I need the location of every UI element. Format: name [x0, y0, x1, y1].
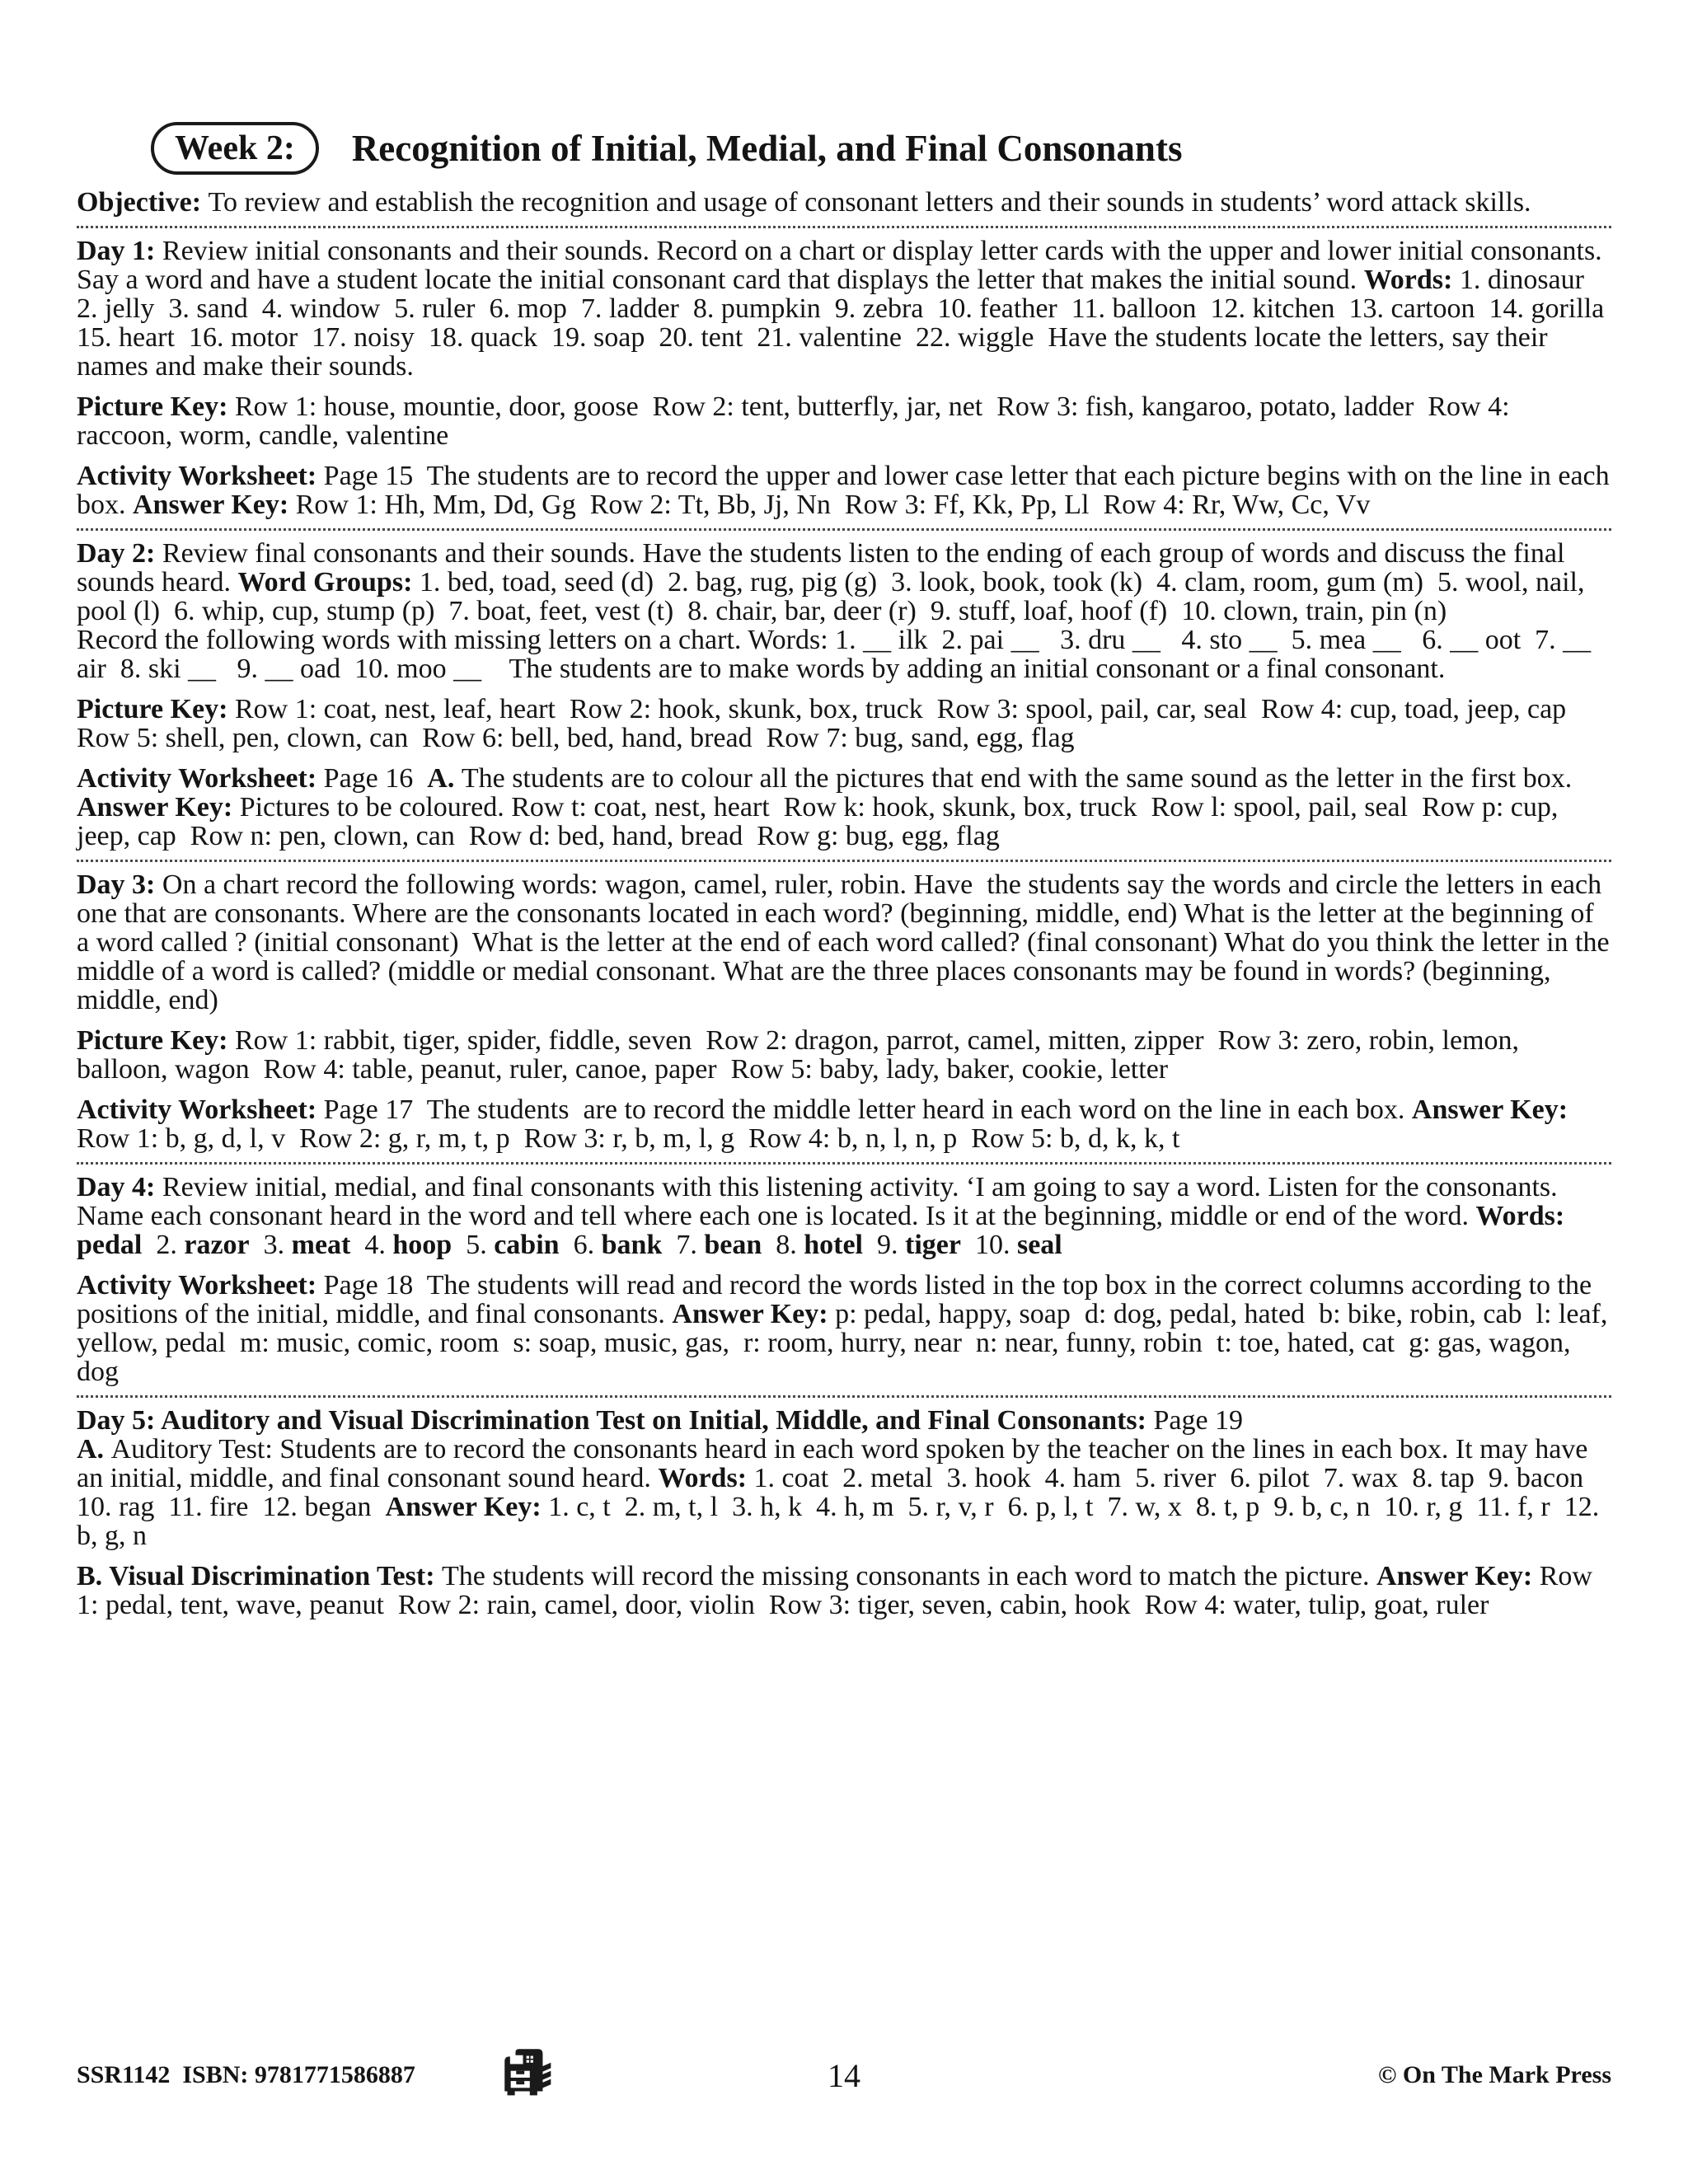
bold-label: Day 2: [77, 538, 162, 569]
bold-label: Picture Key: [77, 1025, 235, 1057]
text-run: Row 1: coat, nest, leaf, heart Row 2: hook, skunk, box, truck Row 3: spool, pail, car, seal Row 4: cup, toad, jeep, cap Row 5: shell, pen, clown, can Row 6: bell, bed, hand, bread Row 7: bug, sand, egg, flag [77, 694, 1573, 754]
activity-worksheet-day-3 [77, 1095, 1611, 1153]
objective [77, 188, 1611, 217]
bold-label: Answer Key: [1411, 1094, 1575, 1126]
bold-label: razor [184, 1230, 250, 1261]
bold-label: A. [427, 763, 462, 794]
bold-label: bank [601, 1230, 663, 1261]
bold-label: Answer Key: [672, 1299, 836, 1330]
bold-label: Objective: [77, 187, 209, 218]
page-title: Recognition of Initial, Medial, and Final Consonants [351, 128, 1183, 170]
bold-label: hotel [804, 1230, 864, 1261]
picture-key-day-3 [77, 1026, 1611, 1084]
text-run: 9. [863, 1230, 906, 1261]
page-footer [77, 2034, 1611, 2116]
bold-label: Answer Key: [77, 792, 240, 823]
text-run: Review initial, medial, and final consonants with this listening activity. ‘I am going to say a word. Listen for the consonants. Name each consonant heard in the word and tell where each one is located. Is it at the beginning, middle or end of the word. [77, 1172, 1565, 1232]
text-run: 1. coat 2. metal 3. hook 4. ham 5. river 6. pilot 7. wax 8. tap 9. bacon 10. rag 11. fire 12. began [77, 1463, 1598, 1523]
text-run: Record the following words with missing letters on a chart. Words: 1. __ ilk 2. pai __ 3. dru __ 4. sto __ 5. mea __ 6. __ oot 7. __ air 8. ski __ 9. __ oad 10. moo __ The students are to make words by adding an initial consonant or a final consonant. [77, 625, 1598, 685]
page-content [77, 122, 1619, 1631]
text-run: 4. [350, 1230, 393, 1261]
isbn-text: SSR1142 ISBN: 9781771586887 [77, 2061, 415, 2088]
text-run: 3. [249, 1230, 292, 1261]
text-run: Page 16 [323, 763, 428, 794]
text-run: p: pedal, happy, soap d: dog, pedal, hated b: bike, robin, cab l: leaf, yellow, pedal m: music, comic, room s: soap, music, gas, r: room, hurry, near n: near, funny, robin t: toe, hated, cat g: gas, wagon, dog [77, 1299, 1615, 1388]
bold-label: Day 3: [77, 869, 162, 901]
bold-label: Words: [1363, 265, 1460, 296]
text-run: Page 18 The students will read and record the words listed in the top box in the correct columns according to the positions of the initial, middle, and final consonants. [77, 1270, 1599, 1330]
bold-label: Day 5: Auditory and Visual Discrimination Test on Initial, Middle, and Final Consonants: [77, 1405, 1154, 1436]
text-run: 7. [662, 1230, 705, 1261]
bold-label: hoop [392, 1230, 452, 1261]
picture-key-day-1 [77, 392, 1611, 450]
bold-label: bean [704, 1230, 762, 1261]
bold-label: Picture Key: [77, 391, 235, 423]
text-run: Row 1: rabbit, tiger, spider, fiddle, seven Row 2: dragon, parrot, camel, mitten, zipper Row 3: zero, robin, lemon, balloon, wagon Row 4: table, peanut, ruler, canoe, paper Row 5: baby, lady, baker, cookie, letter [77, 1025, 1526, 1085]
page-number: 14 [828, 2056, 860, 2094]
bold-label: B. Visual Discrimination Test: [77, 1561, 443, 1592]
text-run: Page 15 The students are to record the upper and lower case letter that each picture begins with on the line in each box. [77, 461, 1617, 521]
text-run: 5. [452, 1230, 495, 1261]
activity-worksheet-day-4 [77, 1270, 1615, 1388]
text-run: 10. [960, 1230, 1017, 1261]
text-run: The students are to colour all the pictures that end with the same sound as the letter in the first box. [461, 763, 1579, 794]
activity-worksheet-day-2 [77, 764, 1611, 851]
text-run: Row 1: pedal, tent, wave, peanut Row 2: rain, camel, door, violin Row 3: tiger, seven, cabin, hook Row 4: water, tulip, goat, ruler [77, 1561, 1600, 1621]
day-3 [77, 869, 1617, 1016]
text-run: Page 19 [1153, 1405, 1244, 1436]
photocopier-icon [498, 2043, 552, 2108]
bold-label: cabin [494, 1230, 560, 1261]
text-run: 8. [762, 1230, 804, 1261]
text-run: Review final consonants and their sounds. Have the students listen to the ending of each group of words and discuss the final sounds heard. [77, 538, 1572, 598]
text-run: On a chart record the following words: wagon, camel, ruler, robin. Have the students say the words and circle the letters in each one that are consonants. Where are the consonants located in each word? (beginning, middle, end) What is the letter at the beginning of a word called ? (initial consonant) What is the letter at the end of each word called? (final consonant) What do you think the letter in the middle of a word is called? (middle or medial consonant. What are the three places consonants may be found in words? (beginning, middle, end) [77, 869, 1617, 1016]
bold-label: Words: pedal [77, 1201, 1572, 1261]
section-separator [77, 1395, 1611, 1398]
bold-label: A. [77, 1434, 111, 1465]
text-run: The students will record the missing consonants in each word to match the picture. [442, 1561, 1377, 1592]
bold-label: Activity Worksheet: [77, 1270, 324, 1301]
bold-label: meat [291, 1230, 351, 1261]
text-run: 2. [142, 1230, 185, 1261]
bold-label: Activity Worksheet: [77, 763, 324, 794]
page-header [151, 122, 1611, 175]
bold-label: Day 1: [77, 236, 162, 267]
visual-discrimination-test [77, 1562, 1611, 1619]
bold-label: seal [1016, 1230, 1062, 1261]
text-run: 1. dinosaur 2. jelly 3. sand 4. window 5. ruler 6. mop 7. ladder 8. pumpkin 9. zebra 10. feather 11. balloon 12. kitchen 13. cartoon 14. gorilla 15. heart 16. motor 17. noisy 18. quack 19. soap 20. tent 21. valentine 22. wiggle Have the students locate the letters, say their names and make their sounds. [77, 265, 1619, 382]
day-5 [77, 1406, 1611, 1550]
day-2 [77, 539, 1611, 683]
picture-key-day-2 [77, 695, 1611, 752]
bold-label: Picture Key: [77, 694, 235, 725]
text-run: Row 1: b, g, d, l, v Row 2: g, r, m, t, p Row 3: r, b, m, l, g Row 4: b, n, l, n, p Row 5: b, d, k, k, t [77, 1123, 1180, 1155]
text-run: 1. c, t 2. m, t, l 3. h, k 4. h, m 5. r, v, r 6. p, l, t 7. w, x 8. t, p 9. b, c, n 10. r, g 11. f, r 12. b, g, n [77, 1492, 1606, 1552]
text-run: Page 17 The students are to record the middle letter heard in each word on the line in each box. [323, 1094, 1412, 1126]
bold-label: tiger [905, 1230, 961, 1261]
lesson-content [77, 187, 1619, 1621]
week-badge: Week 2: [151, 122, 319, 175]
text-run: To review and establish the recognition and usage of consonant letters and their sounds in students’ word attack skills. [208, 187, 1531, 218]
text-run: 6. [559, 1230, 602, 1261]
section-separator [77, 528, 1611, 531]
bold-label: Word Groups: [237, 567, 420, 598]
text-run: Row 1: Hh, Mm, Dd, Gg Row 2: Tt, Bb, Jj, Nn Row 3: Ff, Kk, Pp, Ll Row 4: Rr, Ww, Cc, Vv [295, 490, 1371, 521]
day-4 [77, 1173, 1611, 1259]
activity-worksheet-day-1 [77, 461, 1617, 521]
bold-label: Answer Key: [1376, 1561, 1540, 1592]
text-run: Review initial consonants and their sounds. Record on a chart or display letter cards with the upper and lower initial consonants. Say a word and have a student locate the initial consonant card that displays the letter that makes the initial sound. [77, 236, 1610, 296]
section-separator [77, 226, 1611, 228]
text-run: Pictures to be coloured. Row t: coat, nest, heart Row k: hook, skunk, box, truck Row l: spool, pail, seal Row p: cup, jeep, cap Row n: pen, clown, can Row d: bed, hand, bread Row g: bug, egg, flag [77, 792, 1565, 852]
bold-label: Activity Worksheet: [77, 461, 324, 492]
copyright-text: © On The Mark Press [1378, 2061, 1611, 2088]
bold-label: Words: [658, 1463, 754, 1494]
bold-label: Day 4: [77, 1172, 162, 1203]
bold-label: Activity Worksheet: [77, 1094, 324, 1126]
bold-label: Answer Key: [133, 490, 296, 521]
day-1 [77, 236, 1619, 382]
section-separator [77, 1162, 1611, 1165]
section-separator [77, 860, 1611, 862]
text-run: Row 1: house, mountie, door, goose Row 2: tent, butterfly, jar, net Row 3: fish, kangaroo, potato, ladder Row 4: raccoon, worm, candle, valentine [77, 391, 1517, 452]
bold-label: Answer Key: [385, 1492, 549, 1523]
text-run: Auditory Test: Students are to record the consonants heard in each word spoken by the teacher on the lines in each box. It may have an initial, middle, and final consonant sound heard. [77, 1434, 1595, 1494]
text-run: 1. bed, toad, seed (d) 2. bag, rug, pig (g) 3. look, book, took (k) 4. clam, room, gum (m) 5. wool, nail, pool (l) 6. whip, cup, stump (p) 7. boat, feet, vest (t) 8. chair, bar, deer (r) 9. stuff, loaf, hoof (f) 10. clown, train, pin (n) [77, 567, 1592, 627]
